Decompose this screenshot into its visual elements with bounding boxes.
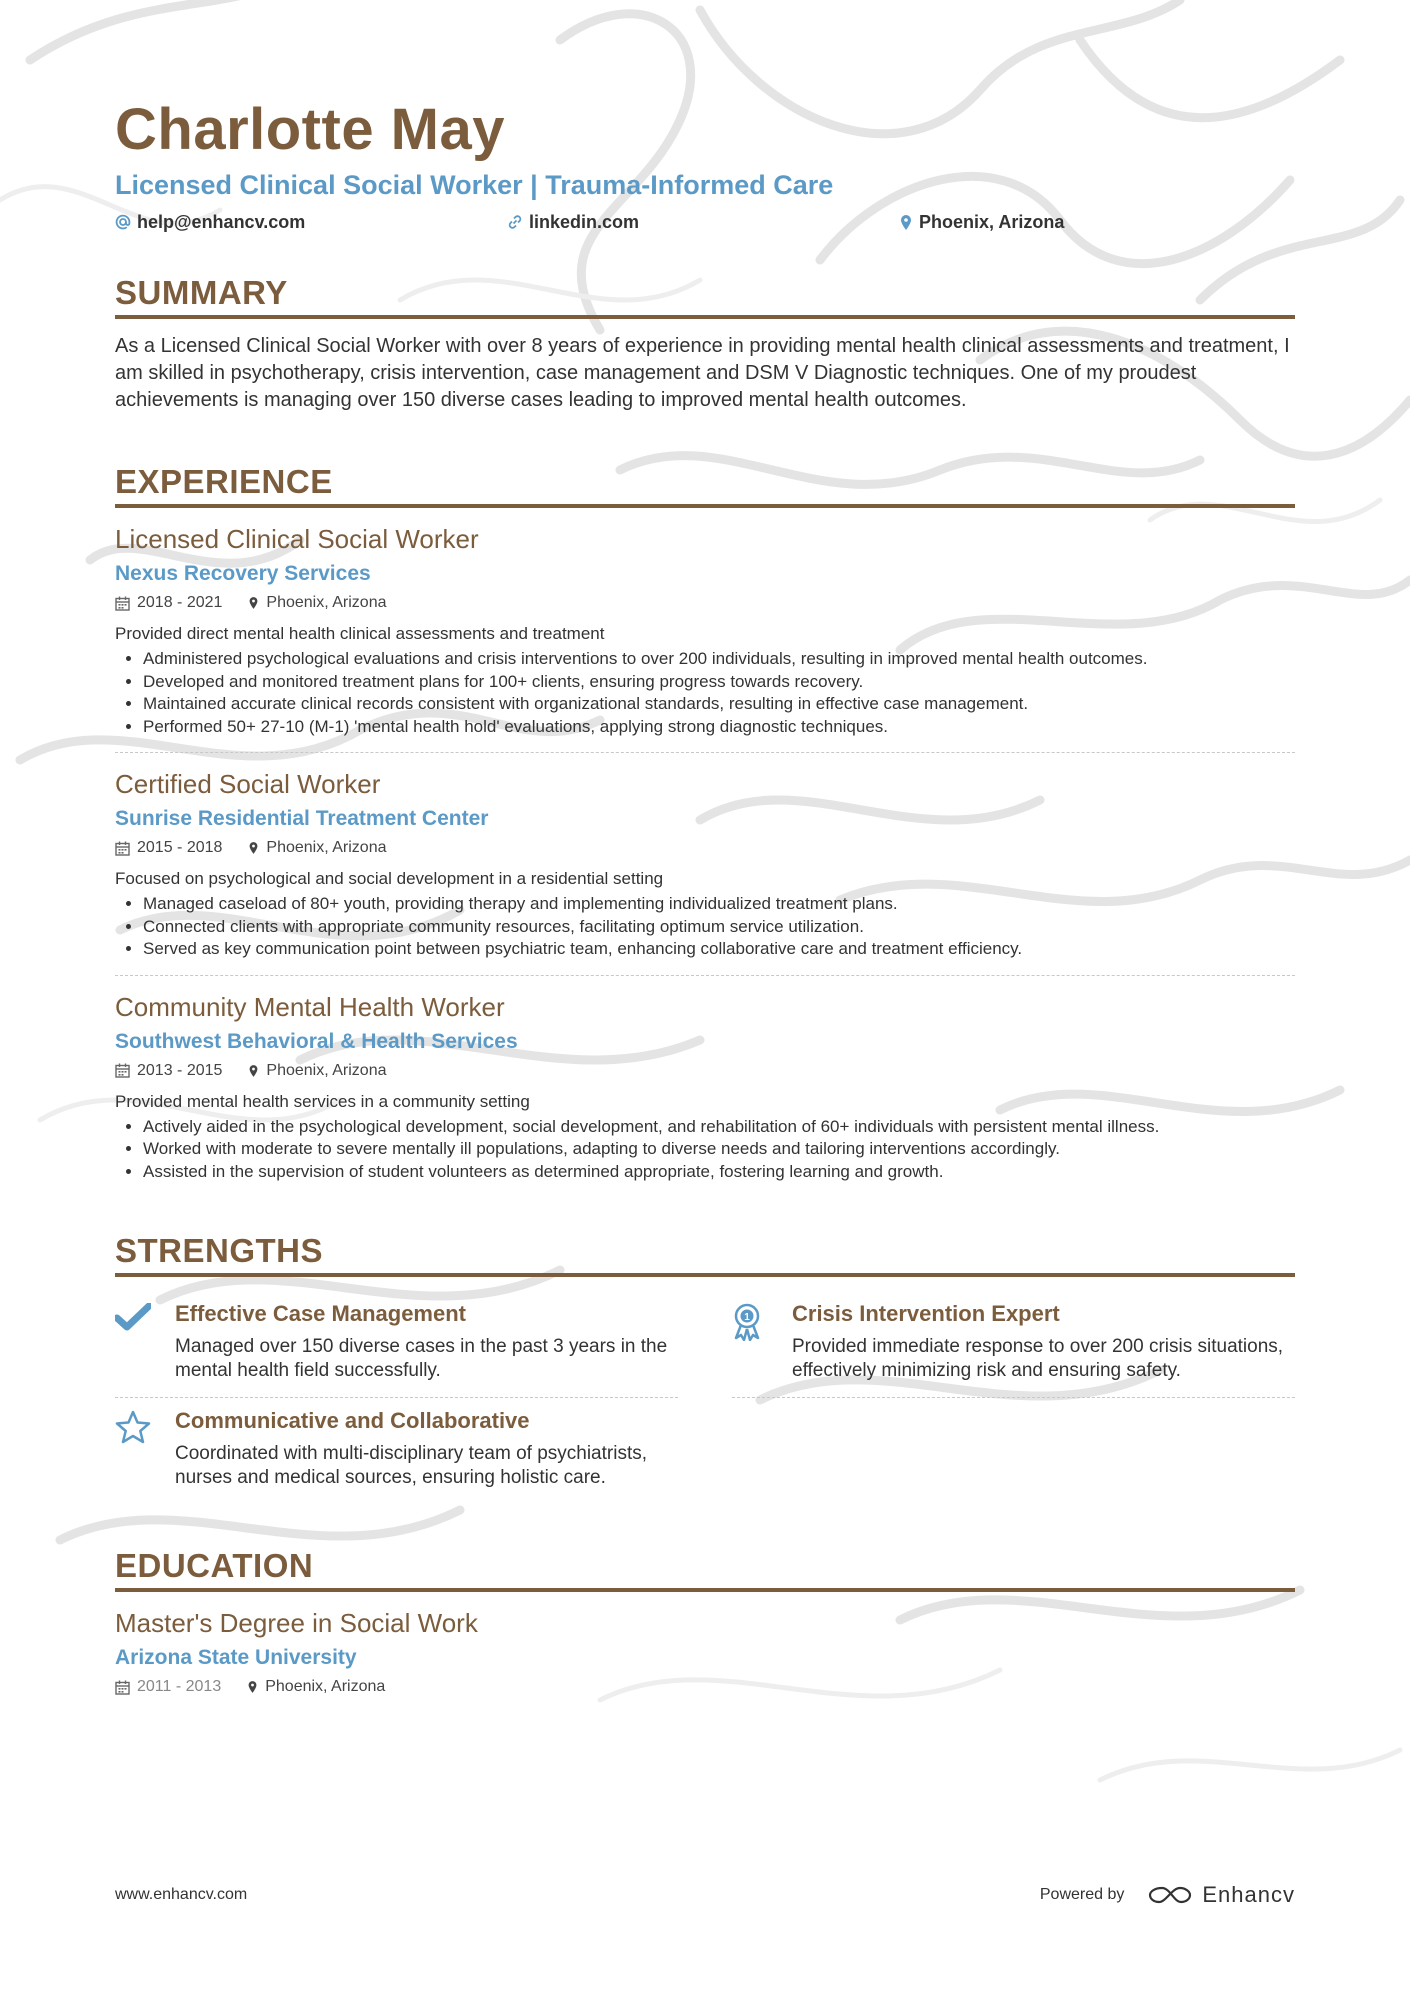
job-bullet: • Managed caseload of 80+ youth, providing therapy and implementing individualized treatment plans. [143,893,1295,916]
job-location [248,839,386,857]
job-bullet: • Maintained accurate clinical records consistent with organizational standards, resulting in effective case management. [143,693,1295,716]
strength-title: Effective Case Management [175,1301,466,1326]
job-bullet: • Assisted in the supervision of student volunteers as determined appropriate, fostering learning and growth. [143,1161,1295,1184]
contact-linkedin[interactable] [507,212,899,233]
job-bullet: • Served as key communication point between psychiatric team, enhancing collaborative care and treatment efficiency. [143,938,1295,961]
job-bullet: • Actively aided in the psychological development, social development, and rehabilitation of 60+ individuals with persistent mental illness. [143,1116,1295,1139]
resume-page [115,95,1295,1698]
strength-item [732,1291,1295,1398]
education-location-text: Phoenix, Arizona [265,1678,386,1695]
job-dates-text: 2018 - 2021 [137,594,223,611]
job-dates-text: 2013 - 2015 [137,1061,223,1079]
experience-entry [115,752,1295,961]
school-name: Arizona State University [115,1646,357,1669]
star-icon [115,1410,151,1444]
location-pin-icon [248,1064,259,1078]
at-sign-icon [115,214,131,230]
company-name: Sunrise Residential Treatment Center [115,807,489,830]
section-divider [115,315,1295,319]
experience-heading: EXPERIENCE [115,463,333,500]
strength-description: Coordinated with multi-disciplinary team of psychiatrists, nurses and medical sources, ensuring holistic care. [175,1443,648,1488]
job-dates [115,594,222,612]
candidate-title: Licensed Clinical Social Worker | Trauma-Informed Care [115,170,834,200]
footer-website[interactable]: www.enhancv.com [115,1886,248,1903]
education-entry [115,1592,1295,1698]
location-pin-icon [248,841,259,855]
strength-item [115,1291,678,1398]
brand-logo[interactable] [1148,1882,1295,1908]
job-title: Licensed Clinical Social Worker [115,524,479,554]
summary-heading: SUMMARY [115,274,288,311]
location-text: Phoenix, Arizona [919,211,1065,232]
education-location [247,1678,385,1696]
job-location [248,1062,386,1080]
job-description: Focused on psychological and social development in a residential setting [115,869,664,888]
strength-description: Provided immediate response to over 200 crisis situations, effectively minimizing risk and ensuring safety. [792,1336,1284,1381]
job-location-text: Phoenix, Arizona [266,1061,387,1079]
job-meta [115,837,1295,859]
enhancv-logo-icon [1148,1884,1192,1906]
powered-by [1040,1882,1295,1908]
contact-location [899,212,1291,233]
degree-title: Master's Degree in Social Work [115,1608,478,1638]
education-heading: EDUCATION [115,1547,314,1584]
company-name: Nexus Recovery Services [115,562,371,585]
checkmark-icon [115,1303,151,1331]
education-dates-text: 2011 - 2013 [137,1678,222,1695]
svg-text:1: 1 [744,1312,750,1323]
job-dates [115,1062,222,1080]
job-bullet: • Administered psychological evaluations and crisis interventions to over 200 individuals, resulting in improved mental health outcomes. [143,648,1295,671]
strength-item [115,1398,678,1504]
job-location-text: Phoenix, Arizona [266,594,387,611]
strength-description: Managed over 150 diverse cases in the past 3 years in the mental health field successfully. [175,1336,668,1381]
job-meta [115,1060,1295,1082]
strengths-section [115,1231,1295,1504]
strength-title: Crisis Intervention Expert [792,1301,1060,1326]
job-bullets [115,893,1295,961]
job-meta [115,592,1295,614]
calendar-icon [115,596,130,611]
candidate-name: Charlotte May [115,97,506,162]
link-icon [507,214,523,230]
job-dates [115,839,222,857]
calendar-icon [115,1680,130,1695]
company-name: Southwest Behavioral & Health Services [115,1029,518,1053]
page-footer [115,1880,1295,1910]
strengths-heading: STRENGTHS [115,1232,324,1269]
job-location-text: Phoenix, Arizona [266,839,387,856]
job-description: Provided mental health services in a community setting [115,1091,530,1111]
brand-name: Enhancv [1202,1882,1295,1907]
contact-email[interactable] [115,212,507,233]
section-divider [115,1273,1295,1277]
job-bullet: • Developed and monitored treatment plans for 100+ clients, ensuring progress towards recovery. [143,671,1295,694]
job-description: Provided direct mental health clinical assessments and treatment [115,624,605,643]
job-bullets [115,1116,1295,1184]
location-pin-icon [247,1680,258,1694]
education-section [115,1546,1295,1698]
job-bullet: • Connected clients with appropriate community resources, facilitating optimum service utilization. [143,916,1295,939]
calendar-icon [115,841,130,856]
summary-text: As a Licensed Clinical Social Worker with over 8 years of experience in providing mental health clinical assessments and treatment, I am skilled in psychotherapy, crisis intervention, case management and DSM V Diagnostic techniques. One of my proudest achievements is managing over 150 diverse cases leading to improved mental health outcomes. [115,335,1290,411]
job-bullet: • Worked with moderate to severe mentally ill populations, adapting to diverse needs and tailoring interventions accordingly. [143,1138,1295,1161]
job-bullets [115,648,1295,738]
award-ribbon-icon [732,1303,762,1341]
education-dates [115,1678,221,1696]
experience-section [115,462,1295,1183]
job-title: Certified Social Worker [115,769,381,799]
strengths-grid [115,1291,1295,1504]
powered-by-label: Powered by [1039,1886,1125,1903]
experience-entry [115,975,1295,1184]
education-meta [115,1676,1295,1698]
experience-entry [115,508,1295,738]
job-title: Community Mental Health Worker [115,991,505,1022]
email-text: help@enhancv.com [137,211,306,232]
job-location [248,594,386,612]
job-bullet: • Performed 50+ 27-10 (M-1) 'mental health hold' evaluations, applying strong diagnostic techniques. [143,716,1295,739]
location-pin-icon [248,596,259,610]
resume-header [115,95,1295,235]
location-pin-icon [899,214,913,231]
contact-row [115,209,1295,235]
summary-section [115,273,1295,414]
linkedin-text: linkedin.com [529,211,640,232]
job-dates-text: 2015 - 2018 [137,839,223,856]
calendar-icon [115,1063,130,1078]
strength-title: Communicative and Collaborative [175,1408,530,1433]
